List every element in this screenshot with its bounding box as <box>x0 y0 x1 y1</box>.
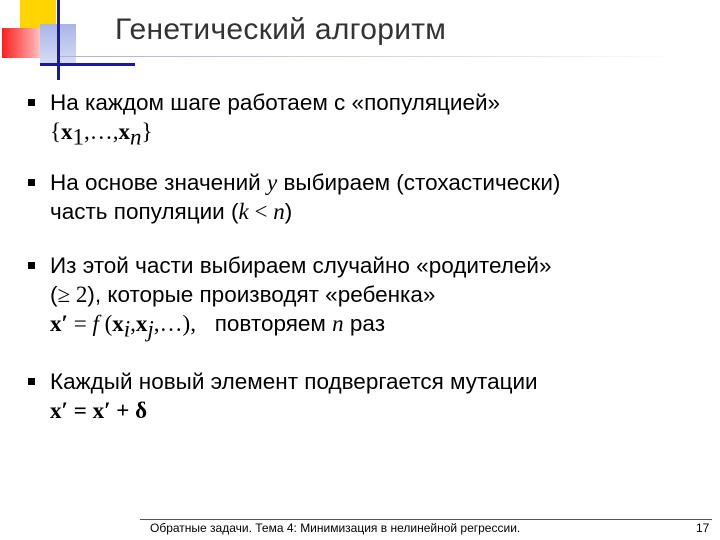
mutation-formula: x′ = x′ + δ <box>50 398 148 423</box>
bullet-item-population <box>22 88 702 152</box>
bullet-text <box>50 367 702 425</box>
decor-red-square <box>2 28 42 58</box>
bullet-item-mutation <box>22 367 702 425</box>
bullet-marker <box>28 262 35 269</box>
footer-rule <box>140 519 712 520</box>
bullet-text <box>50 88 702 152</box>
child-formula: x′ = f $(x_i,x_j,\dots)$, повторяем n раз <box>50 311 386 342</box>
bullet-item-parents <box>22 251 702 344</box>
footer-text: Обратные задачи. Тема 4: Минимизация в нелинейной регрессии. <box>150 521 521 535</box>
bullet-marker <box>28 378 35 385</box>
page-number: 17 <box>696 521 710 535</box>
population-formula: $\{x_1,\dots,x_n\}$ <box>50 119 153 150</box>
bullet-line: На каждом шаге работаем с «популяцией» <box>50 90 501 115</box>
bullet-line: На основе значений y выбираем (стохастически) <box>50 170 561 195</box>
bullet-text <box>50 251 702 344</box>
bullet-line: (≥ 2), которые производят «ребенка» <box>50 282 436 307</box>
bullet-line: Из этой части выбираем случайно «родителей» <box>50 253 552 278</box>
decor-horizontal-line <box>40 63 135 66</box>
bullet-line: Каждый новый элемент подвергается мутации <box>50 369 538 394</box>
bullet-marker <box>28 179 35 186</box>
bullet-text <box>50 168 702 226</box>
title-underline <box>60 56 680 57</box>
decor-vertical-line <box>57 0 60 80</box>
bullet-line: часть популяции (k < n) <box>50 199 293 224</box>
bullet-item-selection <box>22 168 702 226</box>
slide-title: Генетический алгоритм <box>115 13 447 46</box>
bullet-marker <box>28 99 35 106</box>
